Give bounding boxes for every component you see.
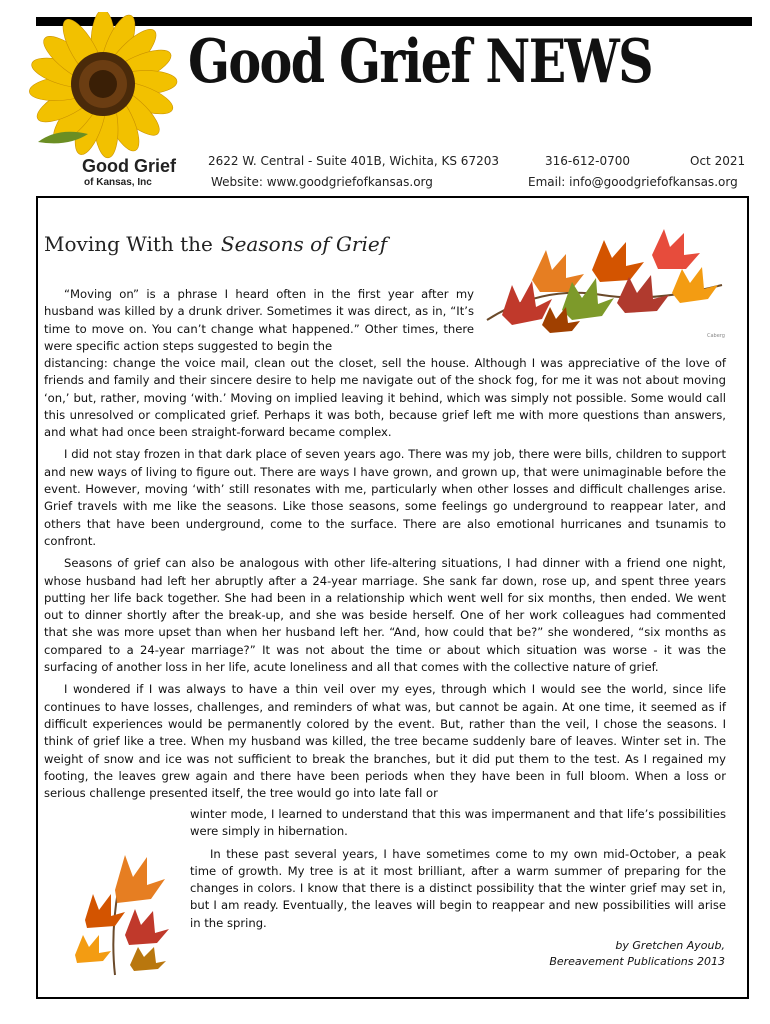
- brand-name: Good Grief: [82, 156, 176, 176]
- paragraph-4-wrapped: winter mode, I learned to understand that this was impermanent and that life’s possibilities were simply in hibernation.: [190, 807, 726, 839]
- paragraph-3: Seasons of grief can also be analogous with other life-altering situations, I had dinner with a friend one night, whose husband had left her abruptly after a 24-year marriage. She sank far down, rose up, and spent three years putting her life back together. She had been in a relationship which went well for six months, then ended. We went out to dinner shortly after the break-up, and she was beside herself. One of her work colleagues had commented that she was more upset than when her husband left her. “And, how could that be?” she wondered, “six months as compared to a 24-year marriage?” It was not about the time or about which situation was worse - it was the surfacing of another loss in her life, acute loneliness and all that comes with the collective nature of grief.: [44, 556, 726, 675]
- article-body: [44, 355, 726, 802]
- byline: by Gretchen Ayoub,: [615, 939, 725, 952]
- fall-leaves-image: [55, 840, 180, 980]
- paragraph-1-rest: distancing: change the voice mail, clean out the closet, sell the house. Although I was appreciative of the love of friends and family and their sincere desire to help me navigate out of the shock fog, for me it was not about moving ‘on,’ but, rather, moving ‘with.’ Moving on implied leaving it behind, which was simply not possible. Some would call this unresolved or complicated grief. Perhaps it was both, because grief left me with more questions than answers, and what had once been straight-forward became complex.: [44, 356, 726, 440]
- sunflower-logo: [18, 12, 188, 167]
- autumn-leaves-image: [482, 225, 737, 345]
- brand-subtitle: of Kansas, Inc: [84, 177, 152, 188]
- title-part1: Moving With the: [44, 232, 213, 256]
- publication-credit: Bereavement Publications 2013: [549, 955, 725, 968]
- article-body-wrapped: [190, 806, 726, 932]
- phone: 316-612-0700: [545, 154, 631, 168]
- address: 2622 W. Central - Suite 401B, Wichita, KS 67203: [208, 154, 499, 168]
- paragraph-1-intro: “Moving on” is a phrase I heard often in the first year after my husband was killed by a drunk driver. Sometimes it was direct, as in, “It’s time to move on. You can’t change what happened.” Other times, there were specific action steps suggested to begin the: [44, 287, 474, 353]
- article-title: [44, 232, 387, 256]
- website-link[interactable]: Website: www.goodgriefofkansas.org: [211, 175, 433, 189]
- image-credit: Caberg: [707, 333, 725, 339]
- title-part2: Seasons of Grief: [220, 232, 388, 256]
- masthead-title: Good Grief NEWS: [188, 27, 653, 97]
- email-link[interactable]: Email: info@goodgriefofkansas.org: [528, 175, 738, 189]
- issue-date: Oct 2021: [690, 154, 746, 168]
- paragraph-2: I did not stay frozen in that dark place of seven years ago. There was my job, there were bills, children to support and new ways of living to figure out. There are ways I have grown, and grown up, that were unimaginable before the event. However, moving ‘with’ still resonates with me, particularly when other losses and difficult challenges arise. Grief travels with me like the seasons. Like those seasons, some feelings go underground to reappear later, and others that have been underground, come to the surface. There are also emotional hurricanes and tsunamis to confront.: [44, 447, 726, 548]
- paragraph-4: I wondered if I was always to have a thin veil over my eyes, through which I would see the world, since life continues to have losses, challenges, and reminders of what was, but cannot be again. At one time, it seemed as if difficult experiences would be permanently colored by the event. But, rather than the veil, I chose the seasons. I think of grief like a tree. When my husband was killed, the tree became suddenly bare of leaves. Winter set in. The weight of snow and ice was not sufficient to break the branches, but it did put them to the test. As I regained my footing, the leaves grew again and there have been periods when they have been in full bloom. When a loss or serious challenge presented itself, the tree would go into late fall or: [44, 682, 726, 801]
- paragraph-5: In these past several years, I have sometimes come to my own mid-October, a peak time of growth. My tree is at it most brilliant, after a warm summer of preparing for the changes in colors. I know that there is a distinct possibility that the winter grief may set in, but I am ready. Eventually, the leaves will begin to reappear and new possibilities will arise in the spring.: [190, 846, 726, 930]
